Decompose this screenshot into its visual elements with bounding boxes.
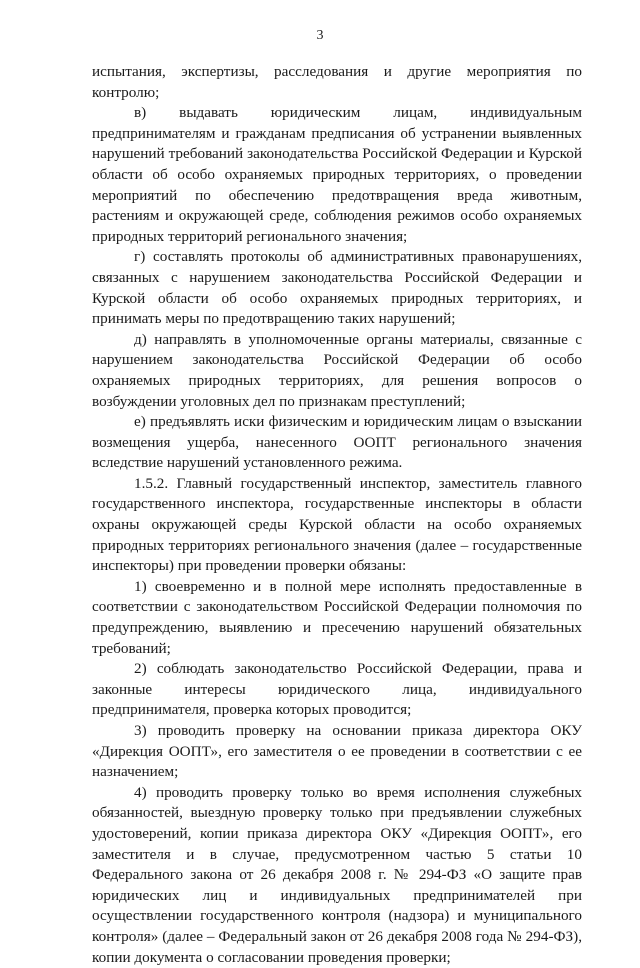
paragraph-duty-1: 1) своевременно и в полной мере исполнять предоставленные в соответствии с законодательством Российской Федерации полномочия по предупреждению, выявлению и пресечению нарушений обязательных требований; [92,577,582,657]
paragraph-item-e: е) предъявлять иски физическим и юридическим лицам о взыскании возмещения ущерба, нанесенного ООПТ регионального значения вследствие нарушений установленного режима. [92,413,582,472]
page-number: 3 [316,28,324,43]
paragraph-duty-4: 4) проводить проверку только во время исполнения служебных обязанностей, выездную проверку только при предъявлении служебных удостоверений, копии приказа директора ОКУ «Дирекция ООПТ», его заместителя и в случае, предусмотренном частью 5 статьи 10 Федерального закона от 26 декабря 2008 г. № 294-ФЗ «О защите прав юридических лиц и индивидуальных предпринимателей при осуществлении государственного контроля (надзора) и муниципального контроля» (далее – Федеральный закон от 26 декабря 2008 года № 294-ФЗ), копии документа о согласовании проведения проверки; [92,783,582,966]
paragraph-item-v: в) выдавать юридическим лицам, индивидуальным предпринимателям и гражданам предписания об устранении выявленных нарушений требований законодательства Российской Федерации и Курской области об особо охраняемых природных территориях, о проведении мероприятий по обеспечению предотвращения вреда животным, растениям и окружающей среде, соблюдения режимов особо охраняемых природных территорий регионального значения; [92,104,582,245]
paragraph-section-1-5-2: 1.5.2. Главный государственный инспектор, заместитель главного государственного инспектора, государственные инспекторы в области охраны окружающей среды Курской области на особо охраняемых природных территориях регионального значения (далее – государственные инспекторы) при проведении проверки обязаны: [92,474,582,575]
paragraph-duty-2: 2) соблюдать законодательство Российской Федерации, права и законные интересы юридического лица, индивидуального предпринимателя, проверка которых проводится; [92,660,582,719]
paragraph-duty-3: 3) проводить проверку на основании приказа директора ОКУ «Дирекция ООПТ», его заместителя о ее проведении в соответствии с ее назначением; [92,722,582,781]
paragraph-item-d: д) направлять в уполномоченные органы материалы, связанные с нарушением законодательства Российской Федерации об особо охраняемых природных территориях, для решения вопросов о возбуждении уголовных дел по признакам преступлений; [92,330,582,410]
document-body [92,62,582,968]
paragraph-item-g: г) составлять протоколы об административных правонарушениях, связанных с нарушением законодательства Российской Федерации и Курской области об особо охраняемых природных территориях, и принимать меры по предотвращению таких нарушений; [92,248,582,328]
paragraph-continuation: испытания, экспертизы, расследования и другие мероприятия по контролю; [92,63,582,101]
